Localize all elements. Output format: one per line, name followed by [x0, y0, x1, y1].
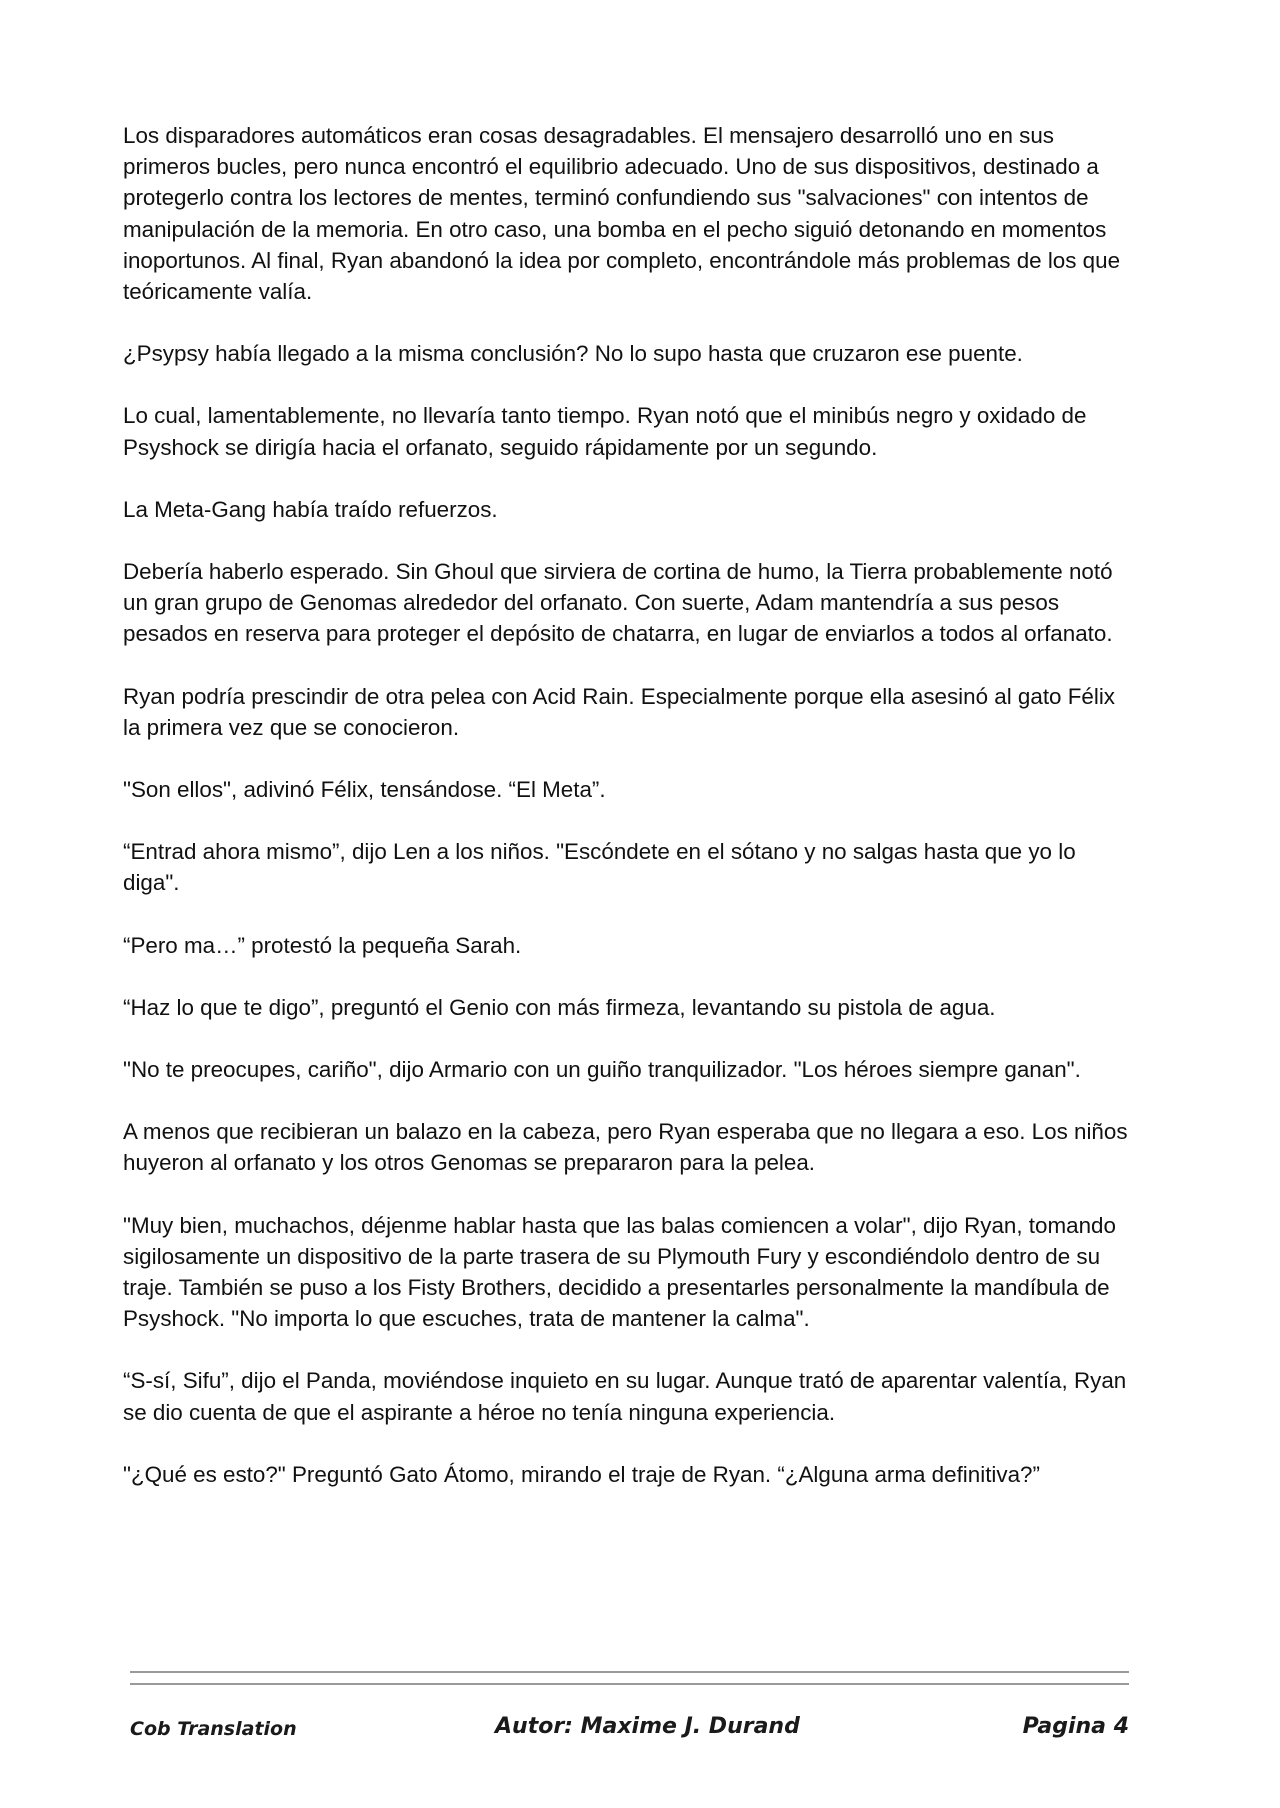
paragraph-12: A menos que recibieran un balazo en la cabeza, pero Ryan esperaba que no llegara a eso. Los niños huyeron al orfanato y los otros Genomas se prepararon para la pelea. — [123, 1119, 1128, 1176]
paragraph-7: "Son ellos", adivinó Félix, tensándose. “El Meta”. — [123, 777, 606, 803]
footer-page-number: Pagina 4 — [1022, 1714, 1129, 1739]
footer-translator: Cob Translation — [130, 1718, 297, 1740]
paragraph-6: Ryan podría prescindir de otra pelea con Acid Rain. Especialmente porque ella asesinó al gato Félix la primera vez que se conocieron. — [123, 683, 1115, 740]
paragraph-10: “Haz lo que te digo”, preguntó el Genio con más firmeza, levantando su pistola de agua. — [123, 994, 996, 1020]
paragraph-9: “Pero ma…” protestó la pequeña Sarah. — [123, 932, 522, 958]
page-footer — [130, 1712, 1129, 1752]
paragraph-4: La Meta-Gang había traído refuerzos. — [123, 496, 498, 522]
paragraph-1: Los disparadores automáticos eran cosas desagradables. El mensajero desarrolló uno en sus primeros bucles, pero nunca encontró el equilibrio adecuado. Uno de sus dispositivos, destinado a protegerlo contra los lectores de mentes, terminó confundiendo sus "salvaciones" con intentos de manipulación de la memoria. En otro caso, una bomba en el pecho siguió detonando en momentos inoportunos. Al final, Ryan abandonó la idea por completo, encontrándole más problemas de los que teóricamente valía. — [123, 123, 1121, 305]
paragraph-13: "Muy bien, muchachos, déjenme hablar hasta que las balas comiencen a volar", dijo Ryan, tomando sigilosamente un dispositivo de la parte trasera de su Plymouth Fury y escondiéndolo dentro de su traje. También se puso a los Fisty Brothers, decidido a presentarles personalmente la mandíbula de Psyshock. "No importa lo que escuches, trata de mantener la calma". — [123, 1212, 1116, 1332]
footer-author: Autor: Maxime J. Durand — [495, 1714, 800, 1739]
paragraph-2: ¿Psypsy había llegado a la misma conclusión? No lo supo hasta que cruzaron ese puente. — [123, 341, 1023, 367]
paragraph-14: “S-sí, Sifu”, dijo el Panda, moviéndose inquieto en su lugar. Aunque trató de aparentar valentía, Ryan se dio cuenta de que el aspirante a héroe no tenía ninguna experiencia. — [123, 1368, 1127, 1425]
body-text — [123, 120, 1133, 1521]
paragraph-5: Debería haberlo esperado. Sin Ghoul que sirviera de cortina de humo, la Tierra probablemente notó un gran grupo de Genomas alrededor del orfanato. Con suerte, Adam mantendría a sus pesos pesados en reserva para proteger el depósito de chatarra, en lugar de enviarlos a todos al orfanato. — [123, 559, 1113, 647]
paragraph-11: "No te preocupes, cariño", dijo Armario con un guiño tranquilizador. "Los héroes siempre ganan". — [123, 1057, 1081, 1083]
footer-divider-bottom — [130, 1683, 1129, 1685]
footer-divider-top — [130, 1671, 1129, 1673]
paragraph-8: “Entrad ahora mismo”, dijo Len a los niños. "Escóndete en el sótano y no salgas hasta que yo lo diga". — [123, 839, 1076, 896]
paragraph-3: Lo cual, lamentablemente, no llevaría tanto tiempo. Ryan notó que el minibús negro y oxidado de Psyshock se dirigía hacia el orfanato, seguido rápidamente por un segundo. — [123, 403, 1087, 460]
paragraph-15: "¿Qué es esto?" Preguntó Gato Átomo, mirando el traje de Ryan. “¿Alguna arma definitiva?” — [123, 1461, 1040, 1487]
